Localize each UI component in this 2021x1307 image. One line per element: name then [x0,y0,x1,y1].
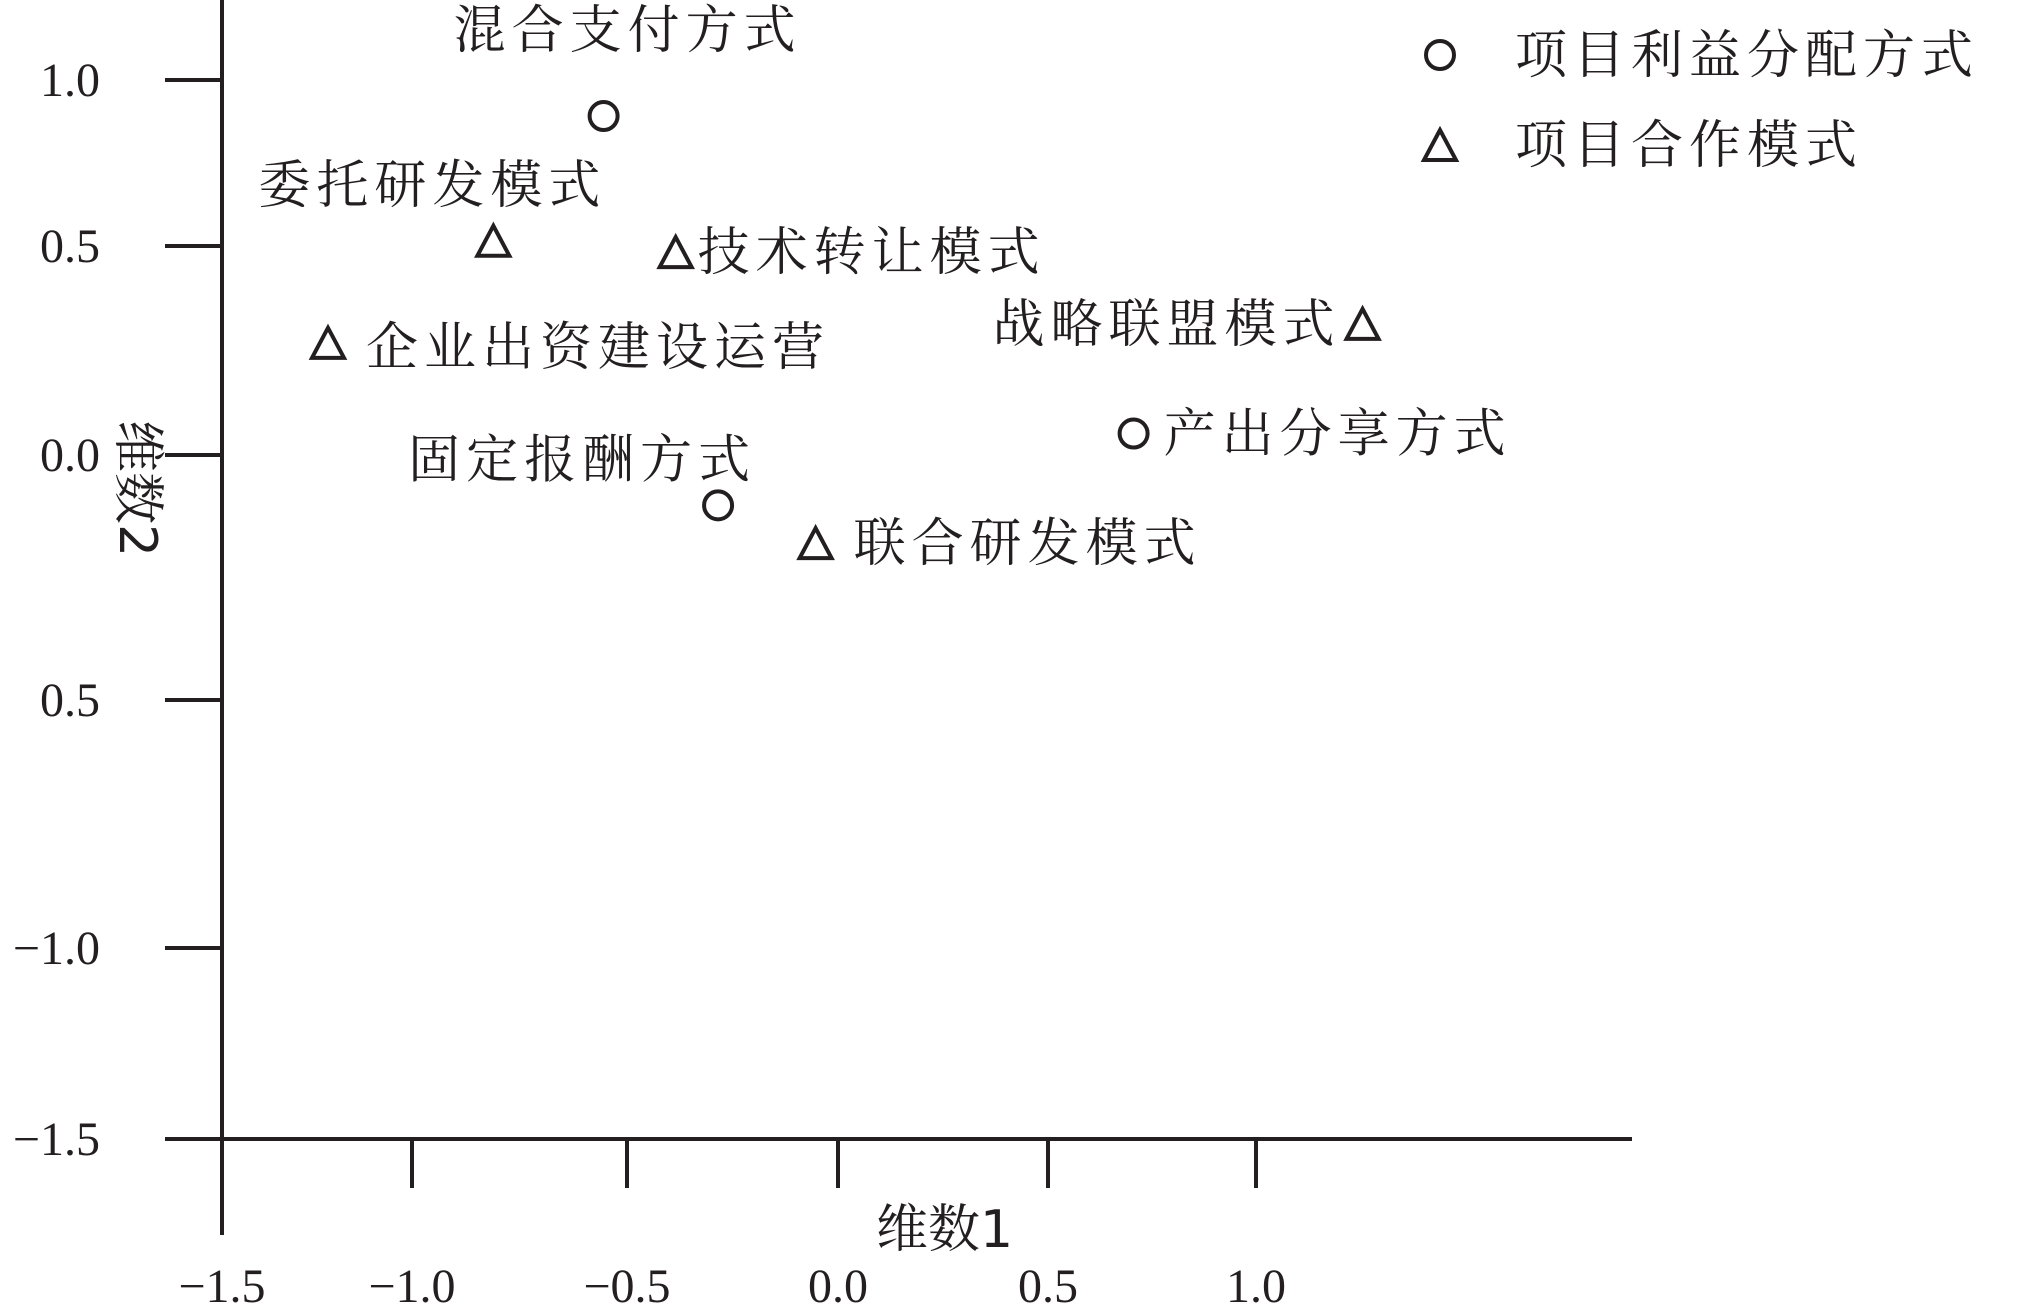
data-label: 混合支付方式 [453,1,802,62]
x-tick-label: 1.0 [1226,1260,1286,1307]
x-tick-label: −0.5 [583,1260,671,1307]
circle-point [1120,420,1148,448]
x-tick-label: 0.5 [1018,1260,1078,1307]
data-labels [258,1,1511,574]
data-label: 固定报酬方式 [408,430,757,491]
data-label: 战略联盟模式 [992,294,1341,355]
triangle-point [660,237,692,267]
data-label: 联合研发模式 [853,514,1202,575]
triangle-point [800,528,832,558]
y-tick-label: 0.5 [40,674,100,727]
triangle-point [1347,309,1379,339]
y-axis-title: 维数2 [107,420,167,558]
y-tick-label: −1.5 [12,1113,100,1166]
y-tick-label: −1.0 [12,922,100,975]
triangle-point [312,328,344,358]
y-tick-label: 1.0 [40,54,100,107]
data-label: 企业出资建设运营 [366,317,831,378]
legend [1424,26,1979,176]
x-tick-label: −1.0 [368,1260,456,1307]
y-tick-label: 0.0 [40,429,100,482]
legend-circle-icon [1426,41,1454,69]
circle-point [704,491,732,519]
y-tick-label: 0.5 [40,220,100,273]
legend-label: 项目利益分配方式 [1515,26,1980,86]
data-label: 委托研发模式 [258,155,607,216]
data-label: 技术转让模式 [697,223,1046,284]
triangle-point [477,226,509,256]
x-tick-label: 0.0 [808,1260,868,1307]
data-label: 产出分享方式 [1163,404,1512,465]
circle-point [590,102,618,130]
x-axis-title: 维数1 [876,1200,1014,1260]
legend-label: 项目合作模式 [1515,116,1864,176]
tick-labels [13,54,1286,1307]
x-tick-label: −1.5 [178,1260,266,1307]
legend-triangle-icon [1424,130,1456,160]
